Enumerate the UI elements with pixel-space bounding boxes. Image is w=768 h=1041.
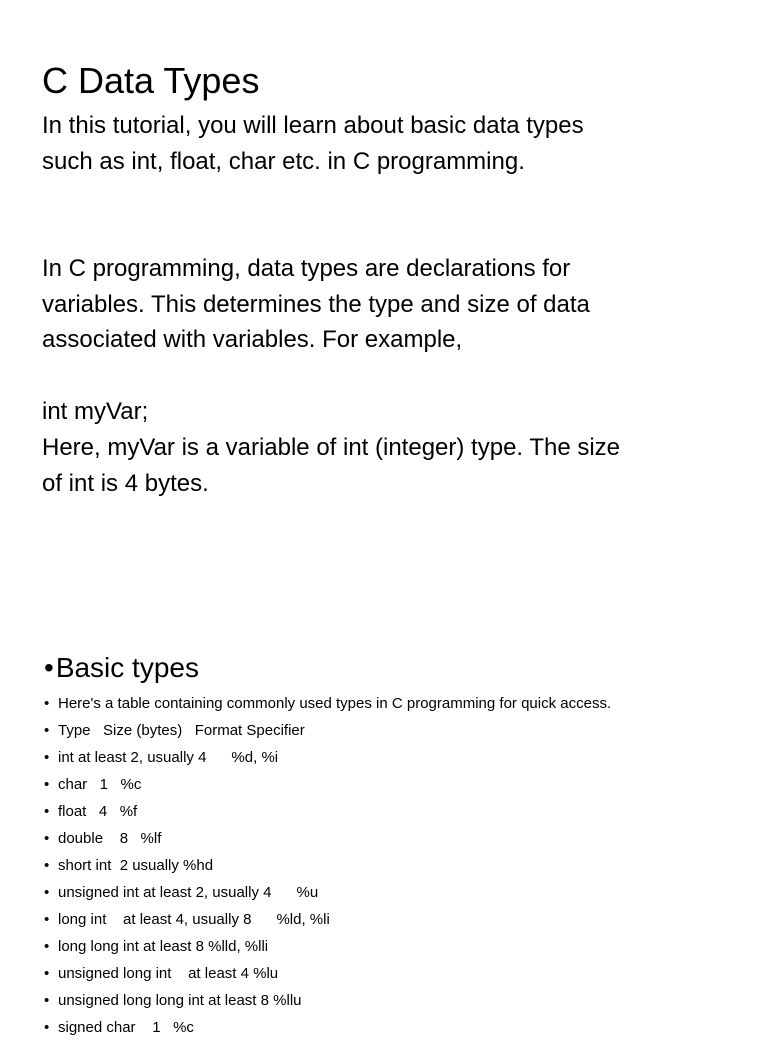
list-item-text: unsigned long long int at least 8 %llu xyxy=(58,992,302,1009)
list-item-text: char 1 %c xyxy=(58,776,142,793)
list-item xyxy=(44,933,611,960)
list-item-text: Here's a table containing commonly used types in C programming for quick access. xyxy=(58,695,612,712)
list-item xyxy=(44,960,611,987)
list-item-text: unsigned long int at least 4 %lu xyxy=(58,965,279,982)
explanation-line: Here, myVar is a variable of int (integer) type. The size xyxy=(42,434,621,461)
bullet-glyph: • xyxy=(44,776,50,793)
bullet-glyph: • xyxy=(44,1019,50,1036)
list-item-text: unsigned int at least 2, usually 4 %u xyxy=(58,884,319,901)
list-item-text: Type Size (bytes) Format Specifier xyxy=(58,722,305,739)
explanation-line: of int is 4 bytes. xyxy=(42,469,209,497)
intro-line: such as int, float, char etc. in C programming. xyxy=(42,147,525,175)
list-item-text: short int 2 usually %hd xyxy=(58,857,214,874)
section-heading-text: Basic types xyxy=(55,652,199,683)
list-item-text: long long int at least 8 %lld, %lli xyxy=(58,938,269,955)
data-types-list xyxy=(44,690,611,1041)
list-item xyxy=(44,744,611,771)
bullet-glyph: • xyxy=(44,830,50,847)
definition-line: variables. This determines the type and size of data xyxy=(42,290,590,318)
bullet-glyph: • xyxy=(44,803,50,820)
definition-line: associated with variables. For example, xyxy=(42,326,463,353)
list-item xyxy=(44,879,611,906)
intro-paragraph xyxy=(42,108,742,179)
list-item-text: double 8 %lf xyxy=(58,830,162,847)
code-line: int myVar; xyxy=(42,398,149,425)
list-item xyxy=(44,717,611,744)
bullet-glyph: • xyxy=(44,749,50,766)
bullet-glyph: • xyxy=(44,911,50,928)
bullet-glyph: • xyxy=(44,938,50,955)
bullet-glyph: • xyxy=(44,992,50,1009)
list-item-text: long int at least 4, usually 8 %ld, %li xyxy=(58,911,330,928)
list-item-text: float 4 %f xyxy=(58,803,138,820)
code-example xyxy=(42,394,742,430)
section-heading xyxy=(44,648,199,688)
bullet-glyph: • xyxy=(44,652,54,683)
bullet-glyph: • xyxy=(44,884,50,901)
explanation-paragraph xyxy=(42,430,742,501)
bullet-glyph: • xyxy=(44,722,50,739)
list-item-text: signed char 1 %c xyxy=(58,1019,194,1036)
bullet-glyph: • xyxy=(44,857,50,874)
list-item xyxy=(44,798,611,825)
list-item xyxy=(44,852,611,879)
list-item xyxy=(44,690,611,717)
intro-line: In this tutorial, you will learn about basic data types xyxy=(42,112,584,139)
bullet-glyph: • xyxy=(44,965,50,982)
bullet-glyph: • xyxy=(44,695,50,712)
list-item-text: int at least 2, usually 4 %d, %i xyxy=(58,749,279,766)
page-title: C Data Types xyxy=(42,60,260,101)
definition-paragraph xyxy=(42,251,742,358)
list-item xyxy=(44,906,611,933)
list-item xyxy=(44,1014,611,1041)
list-item xyxy=(44,771,611,798)
definition-line: In C programming, data types are declarations for xyxy=(42,255,571,282)
list-item xyxy=(44,987,611,1014)
list-item xyxy=(44,825,611,852)
